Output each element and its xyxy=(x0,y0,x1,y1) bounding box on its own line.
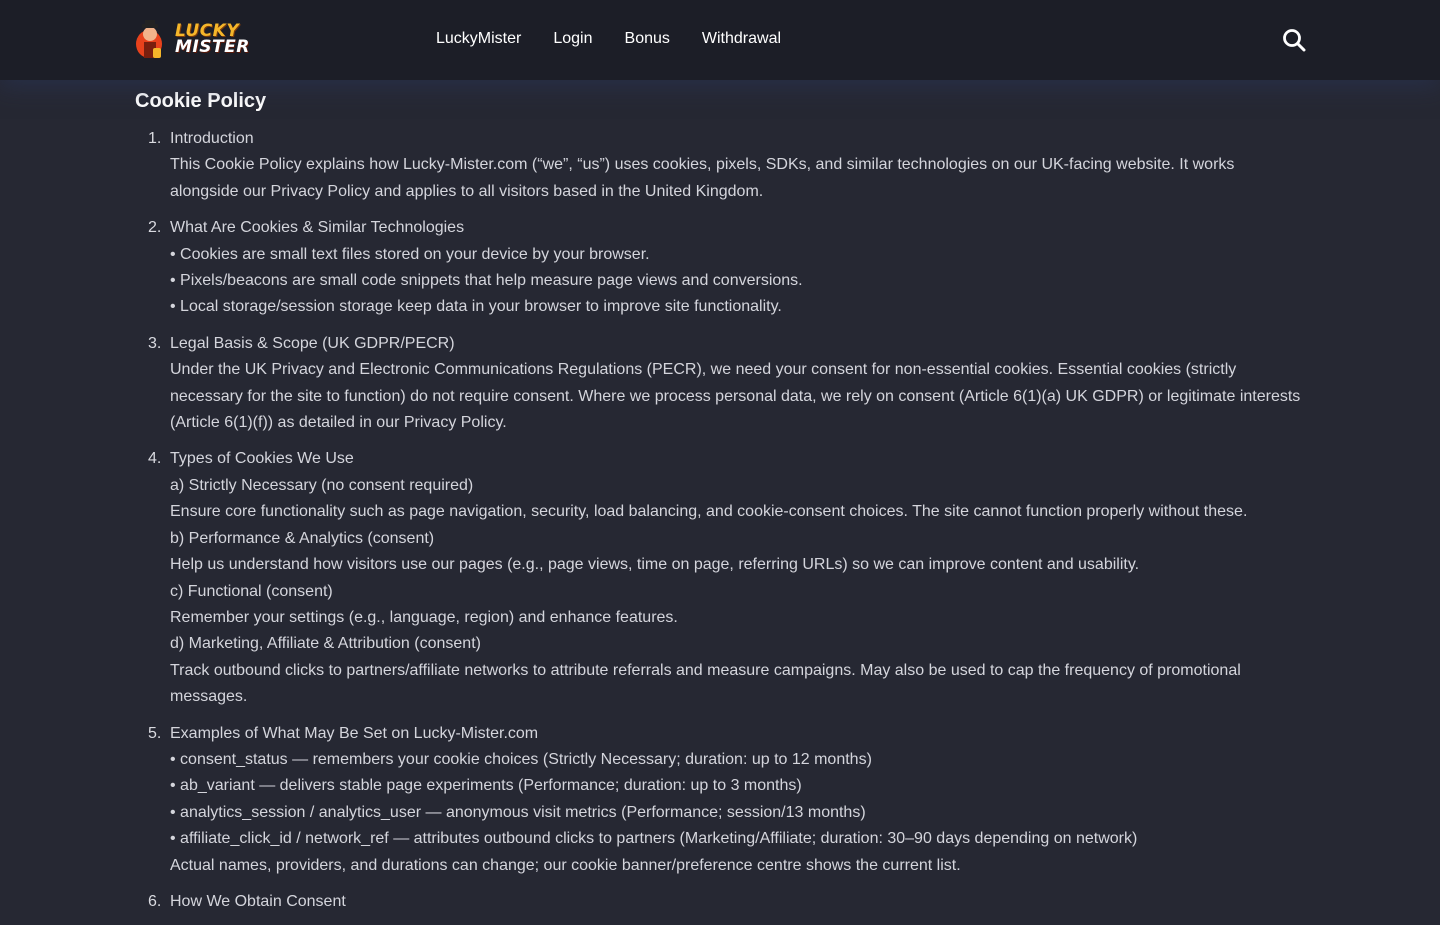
nav-bonus[interactable]: Bonus xyxy=(624,30,670,47)
section-text: d) Marketing, Affiliate & Attribution (consent) xyxy=(170,635,481,653)
site-header xyxy=(0,0,1440,80)
section-text: Remember your settings (e.g., language, region) and enhance features. xyxy=(170,608,678,626)
policy-sections xyxy=(135,126,1305,915)
mascot-icon xyxy=(135,20,171,60)
section-text: c) Functional (consent) xyxy=(170,582,333,600)
section-text: • ab_variant — delivers stable page experiments (Performance; duration: up to 3 months) xyxy=(170,777,802,795)
policy-section xyxy=(148,126,1305,205)
page-title: Cookie Policy xyxy=(135,90,267,112)
section-heading: Introduction xyxy=(170,130,254,147)
section-text: • affiliate_click_id / network_ref — attributes outbound clicks to partners (Marketing/Affiliate; duration: 30–90 days depending on network) xyxy=(170,830,1138,848)
policy-section xyxy=(148,446,1305,710)
section-number: 6. xyxy=(148,892,162,910)
section-heading: How We Obtain Consent xyxy=(170,892,346,910)
nav-luckymister[interactable]: LuckyMister xyxy=(436,30,522,47)
section-text: Actual names, providers, and durations can change; our cookie banner/preference centre shows the current list. xyxy=(170,856,961,874)
main-nav xyxy=(436,29,781,49)
section-heading: Legal Basis & Scope (UK GDPR/PECR) xyxy=(170,334,455,352)
section-number: 5. xyxy=(148,724,162,742)
section-heading: Types of Cookies We Use xyxy=(170,450,354,468)
section-text: • Cookies are small text files stored on your device by your browser. xyxy=(170,245,650,263)
policy-section xyxy=(148,215,1305,321)
site-logo[interactable] xyxy=(135,20,250,60)
section-heading: Examples of What May Be Set on Lucky-Mister.com xyxy=(170,724,539,742)
section-text: Under the UK Privacy and Electronic Communications Regulations (PECR), we need your consent for non-essential cookies. Essential cookies (strictly necessary for the site to function) do not require consent. Where we process personal data, we rely on consent (Article 6(1)(a) UK GDPR) or legitimate interests (Article 6(1)(f)) as detailed in our Privacy Policy. xyxy=(170,361,1301,432)
section-text: Ensure core functionality such as page navigation, security, load balancing, and cookie-consent choices. The site cannot function properly without these. xyxy=(170,503,1248,521)
nav-withdrawal[interactable]: Withdrawal xyxy=(701,30,782,47)
policy-section xyxy=(148,331,1305,437)
section-text: • analytics_session / analytics_user — anonymous visit metrics (Performance; session/13 months) xyxy=(170,803,866,821)
section-text: b) Performance & Analytics (consent) xyxy=(170,529,435,547)
section-heading: What Are Cookies & Similar Technologies xyxy=(170,219,465,237)
section-text: Track outbound clicks to partners/affiliate networks to attribute referrals and measure campaigns. May also be used to cap the frequency of promotional messages. xyxy=(170,661,1241,706)
policy-section xyxy=(148,889,1305,915)
section-number: 1. xyxy=(148,130,162,147)
section-text: Help us understand how visitors use our pages (e.g., page views, time on page, referring URLs) so we can improve content and usability. xyxy=(170,556,1140,574)
section-number: 4. xyxy=(148,450,162,468)
search-icon[interactable] xyxy=(1282,28,1306,52)
section-text: • consent_status — remembers your cookie choices (Strictly Necessary; duration: up to 12 months) xyxy=(170,750,872,768)
section-number: 3. xyxy=(148,334,162,352)
logo-text-bottom: MISTER xyxy=(175,37,250,57)
nav-login[interactable]: Login xyxy=(553,30,593,47)
section-number: 2. xyxy=(148,219,162,237)
policy-section xyxy=(148,721,1305,879)
section-text: a) Strictly Necessary (no consent required) xyxy=(170,476,474,494)
logo-text-top: LUCKY xyxy=(175,21,240,41)
section-text: This Cookie Policy explains how Lucky-Mister.com (“we”, “us”) uses cookies, pixels, SDKs, and similar technologies on our UK-facing website. It works alongside our Privacy Policy and applies to all visitors based in the United Kingdom. xyxy=(170,156,1235,200)
main-content xyxy=(135,80,1305,925)
section-text: • Pixels/beacons are small code snippets that help measure page views and conversions. xyxy=(170,272,803,290)
section-text: • Local storage/session storage keep data in your browser to improve site functionality. xyxy=(170,298,782,316)
